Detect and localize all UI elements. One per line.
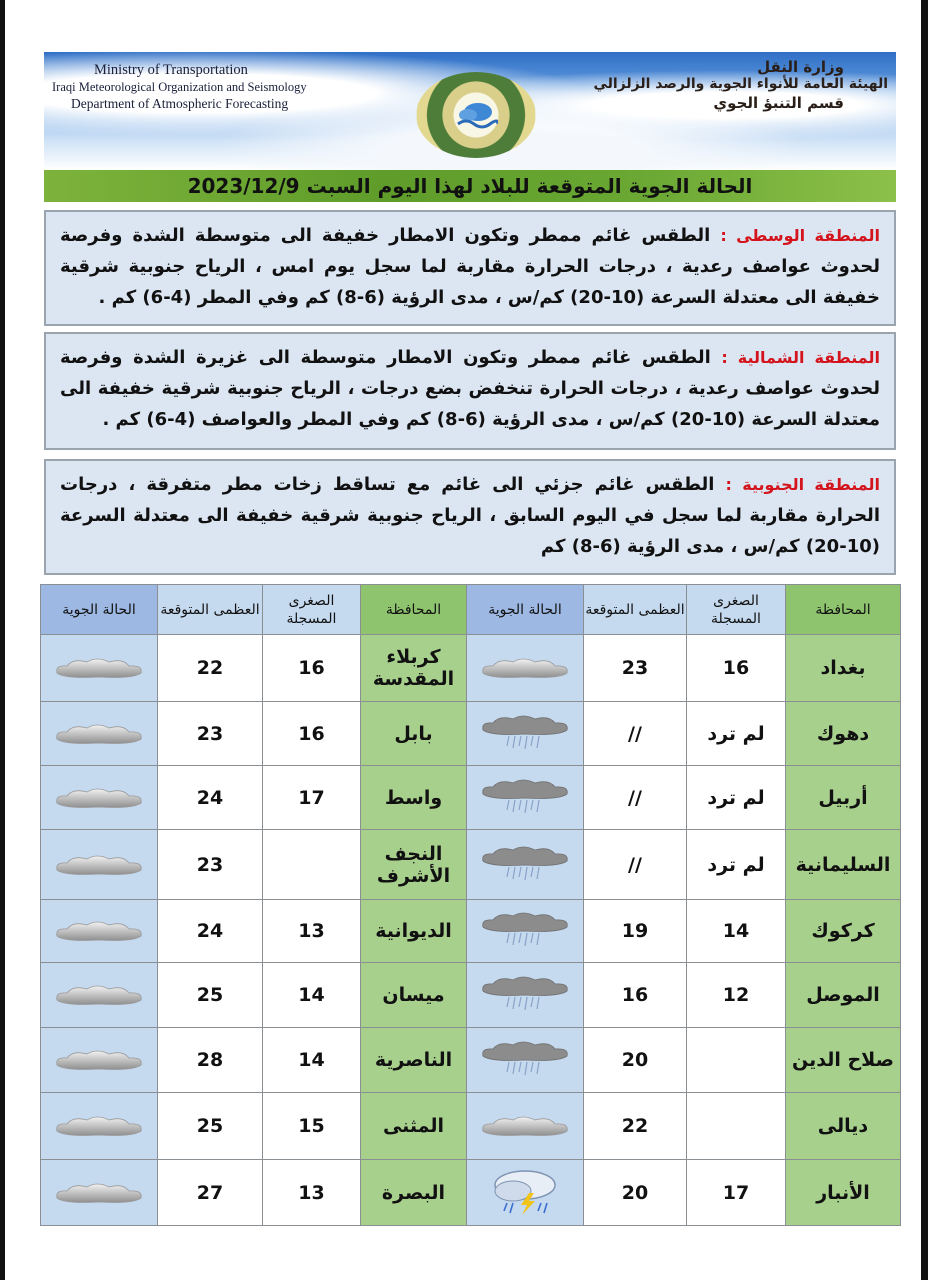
min-temp-cell [263, 830, 361, 900]
province-cell: كركوك [786, 900, 901, 963]
min-temp-cell: لم ترد [687, 830, 786, 900]
table-header-row [41, 585, 901, 635]
header-max: العظمى المتوقعة [158, 585, 263, 635]
region-central [44, 210, 896, 326]
min-temp-cell: 17 [263, 766, 361, 830]
weather-cell [467, 702, 584, 766]
forecast-table [40, 584, 901, 1226]
min-temp-cell: 13 [263, 900, 361, 963]
weather-cell [41, 635, 158, 702]
province-cell: السليمانية [786, 830, 901, 900]
max-temp-cell: 24 [158, 900, 263, 963]
table-row [41, 635, 901, 702]
province-cell: الناصرية [361, 1028, 467, 1093]
province-cell: الديوانية [361, 900, 467, 963]
province-cell: الأنبار [786, 1160, 901, 1226]
region-label: المنطقة الجنوبية : [725, 475, 880, 494]
min-temp-cell: 14 [263, 1028, 361, 1093]
weather-cell [41, 830, 158, 900]
cloudy-icon [467, 655, 583, 681]
province-cell: واسط [361, 766, 467, 830]
region-text: الطقس غائم جزئي الى غائم مع تساقط زخات مطر متفرقة ، درجات الحرارة مقاربة لما سجل في اليوم السابق ، الرياح جنوبية شرقية خفيفة الى معتدلة السرعة (10-20) كم/س ، مدى الرؤية (6-8) كم [60, 474, 880, 557]
max-temp-cell: 19 [584, 900, 687, 963]
thunder-rain-icon [467, 1167, 583, 1219]
header-banner [44, 52, 896, 170]
province-cell: الموصل [786, 963, 901, 1028]
table-row [41, 766, 901, 830]
min-temp-cell: 12 [687, 963, 786, 1028]
header-province: المحافظة [361, 585, 467, 635]
region-label: المنطقة الوسطى : [720, 226, 880, 245]
weather-cell [41, 900, 158, 963]
max-temp-cell: 22 [584, 1093, 687, 1160]
table-row [41, 1093, 901, 1160]
header-min: الصغرى المسجلة [687, 585, 786, 635]
max-temp-cell: 20 [584, 1028, 687, 1093]
rain-icon [467, 714, 583, 754]
region-label: المنطقة الشمالية : [721, 348, 880, 367]
left-edge [0, 0, 5, 1280]
min-temp-cell: 16 [687, 635, 786, 702]
cloudy-icon [41, 1047, 157, 1073]
header-min: الصغرى المسجلة [263, 585, 361, 635]
max-temp-cell: // [584, 766, 687, 830]
max-temp-cell: 28 [158, 1028, 263, 1093]
max-temp-cell: 23 [584, 635, 687, 702]
table-row [41, 830, 901, 900]
department-name-ar: قسم التنبؤ الجوي [713, 94, 844, 112]
rain-icon [467, 911, 583, 951]
department-name-en: Department of Atmospheric Forecasting [71, 96, 289, 111]
rain-icon [467, 845, 583, 885]
weather-cell [467, 963, 584, 1028]
max-temp-cell: 22 [158, 635, 263, 702]
weather-cell [467, 635, 584, 702]
region-north [44, 332, 896, 450]
province-cell: أربيل [786, 766, 901, 830]
min-temp-cell: لم ترد [687, 702, 786, 766]
rain-icon [467, 778, 583, 818]
min-temp-cell: 16 [263, 635, 361, 702]
min-temp-cell: لم ترد [687, 766, 786, 830]
min-temp-cell: 13 [263, 1160, 361, 1226]
weather-cell [467, 1028, 584, 1093]
weather-cell [467, 900, 584, 963]
ministry-name-ar: وزارة النقل [757, 58, 844, 76]
cloudy-icon [41, 655, 157, 681]
header-province: المحافظة [786, 585, 901, 635]
cloudy-icon [467, 1113, 583, 1139]
min-temp-cell: 14 [687, 900, 786, 963]
max-temp-cell: 16 [584, 963, 687, 1028]
min-temp-cell: 14 [263, 963, 361, 1028]
max-temp-cell: 20 [584, 1160, 687, 1226]
province-cell: صلاح الدين [786, 1028, 901, 1093]
weather-cell [41, 963, 158, 1028]
header-max: العظمى المتوقعة [584, 585, 687, 635]
organization-name-ar: الهيئة العامة للأنواء الجوية والرصد الزلزالي [593, 76, 888, 92]
max-temp-cell: 23 [158, 830, 263, 900]
header-weather: الحالة الجوية [467, 585, 584, 635]
province-cell: كربلاء المقدسة [361, 635, 467, 702]
table-row [41, 963, 901, 1028]
arabic-header [558, 58, 888, 112]
weather-cell [41, 766, 158, 830]
weather-cell [467, 1093, 584, 1160]
weather-cell [467, 766, 584, 830]
min-temp-cell [687, 1093, 786, 1160]
organization-name-en: Iraqi Meteorological Organization and Seismology [52, 80, 307, 94]
cloudy-icon [41, 918, 157, 944]
min-temp-cell: 17 [687, 1160, 786, 1226]
province-cell: البصرة [361, 1160, 467, 1226]
table-row [41, 1160, 901, 1226]
cloudy-icon [41, 1113, 157, 1139]
table-row [41, 702, 901, 766]
province-cell: ميسان [361, 963, 467, 1028]
max-temp-cell: 25 [158, 1093, 263, 1160]
min-temp-cell: 16 [263, 702, 361, 766]
max-temp-cell: // [584, 830, 687, 900]
province-cell: بغداد [786, 635, 901, 702]
weather-cell [41, 702, 158, 766]
min-temp-cell: 15 [263, 1093, 361, 1160]
province-cell: دهوك [786, 702, 901, 766]
rain-icon [467, 1040, 583, 1080]
max-temp-cell: 24 [158, 766, 263, 830]
forecast-title: الحالة الجوية المتوقعة للبلاد لهذا اليوم السبت 2023/12/9 [44, 170, 896, 202]
table-row [41, 900, 901, 963]
region-south [44, 459, 896, 575]
cloudy-icon [41, 1180, 157, 1206]
weather-cell [41, 1160, 158, 1226]
right-edge [921, 0, 928, 1280]
organization-logo-icon [416, 72, 536, 158]
rain-icon [467, 975, 583, 1015]
weather-cell [41, 1093, 158, 1160]
max-temp-cell: 25 [158, 963, 263, 1028]
weather-cell [467, 830, 584, 900]
max-temp-cell: 23 [158, 702, 263, 766]
table-row [41, 1028, 901, 1093]
max-temp-cell: 27 [158, 1160, 263, 1226]
max-temp-cell: // [584, 702, 687, 766]
english-header [52, 62, 352, 112]
province-cell: النجف الأشرف [361, 830, 467, 900]
cloudy-icon [41, 852, 157, 878]
weather-cell [41, 1028, 158, 1093]
province-cell: المثنى [361, 1093, 467, 1160]
cloudy-icon [41, 785, 157, 811]
weather-cell [467, 1160, 584, 1226]
cloudy-icon [41, 982, 157, 1008]
min-temp-cell [687, 1028, 786, 1093]
cloudy-icon [41, 721, 157, 747]
province-cell: ديالى [786, 1093, 901, 1160]
header-weather: الحالة الجوية [41, 585, 158, 635]
region-text: الطقس غائم ممطر وتكون الامطار خفيفة الى متوسطة الشدة وفرصة لحدوث عواصف رعدية ، درجات الحرارة مقاربة لما سجل يوم امس ، الرياح جنوبية شرقية خفيفة الى معتدلة السرعة (10-20) كم/س ، مدى الرؤية (6-8) كم وفي المطر (4-6) كم . [60, 225, 880, 308]
province-cell: بابل [361, 702, 467, 766]
ministry-name-en: Ministry of Transportation [94, 62, 248, 78]
region-text: الطقس غائم ممطر وتكون الامطار متوسطة الى غزيرة الشدة وفرصة لحدوث عواصف رعدية ، درجات الحرارة تنخفض بضع درجات ، الرياح جنوبية شرقية خفيفة الى معتدلة السرعة (10-20) كم/س ، مدى الرؤية (6-8) كم وفي المطر والعواصف (4-6) كم . [60, 347, 880, 430]
